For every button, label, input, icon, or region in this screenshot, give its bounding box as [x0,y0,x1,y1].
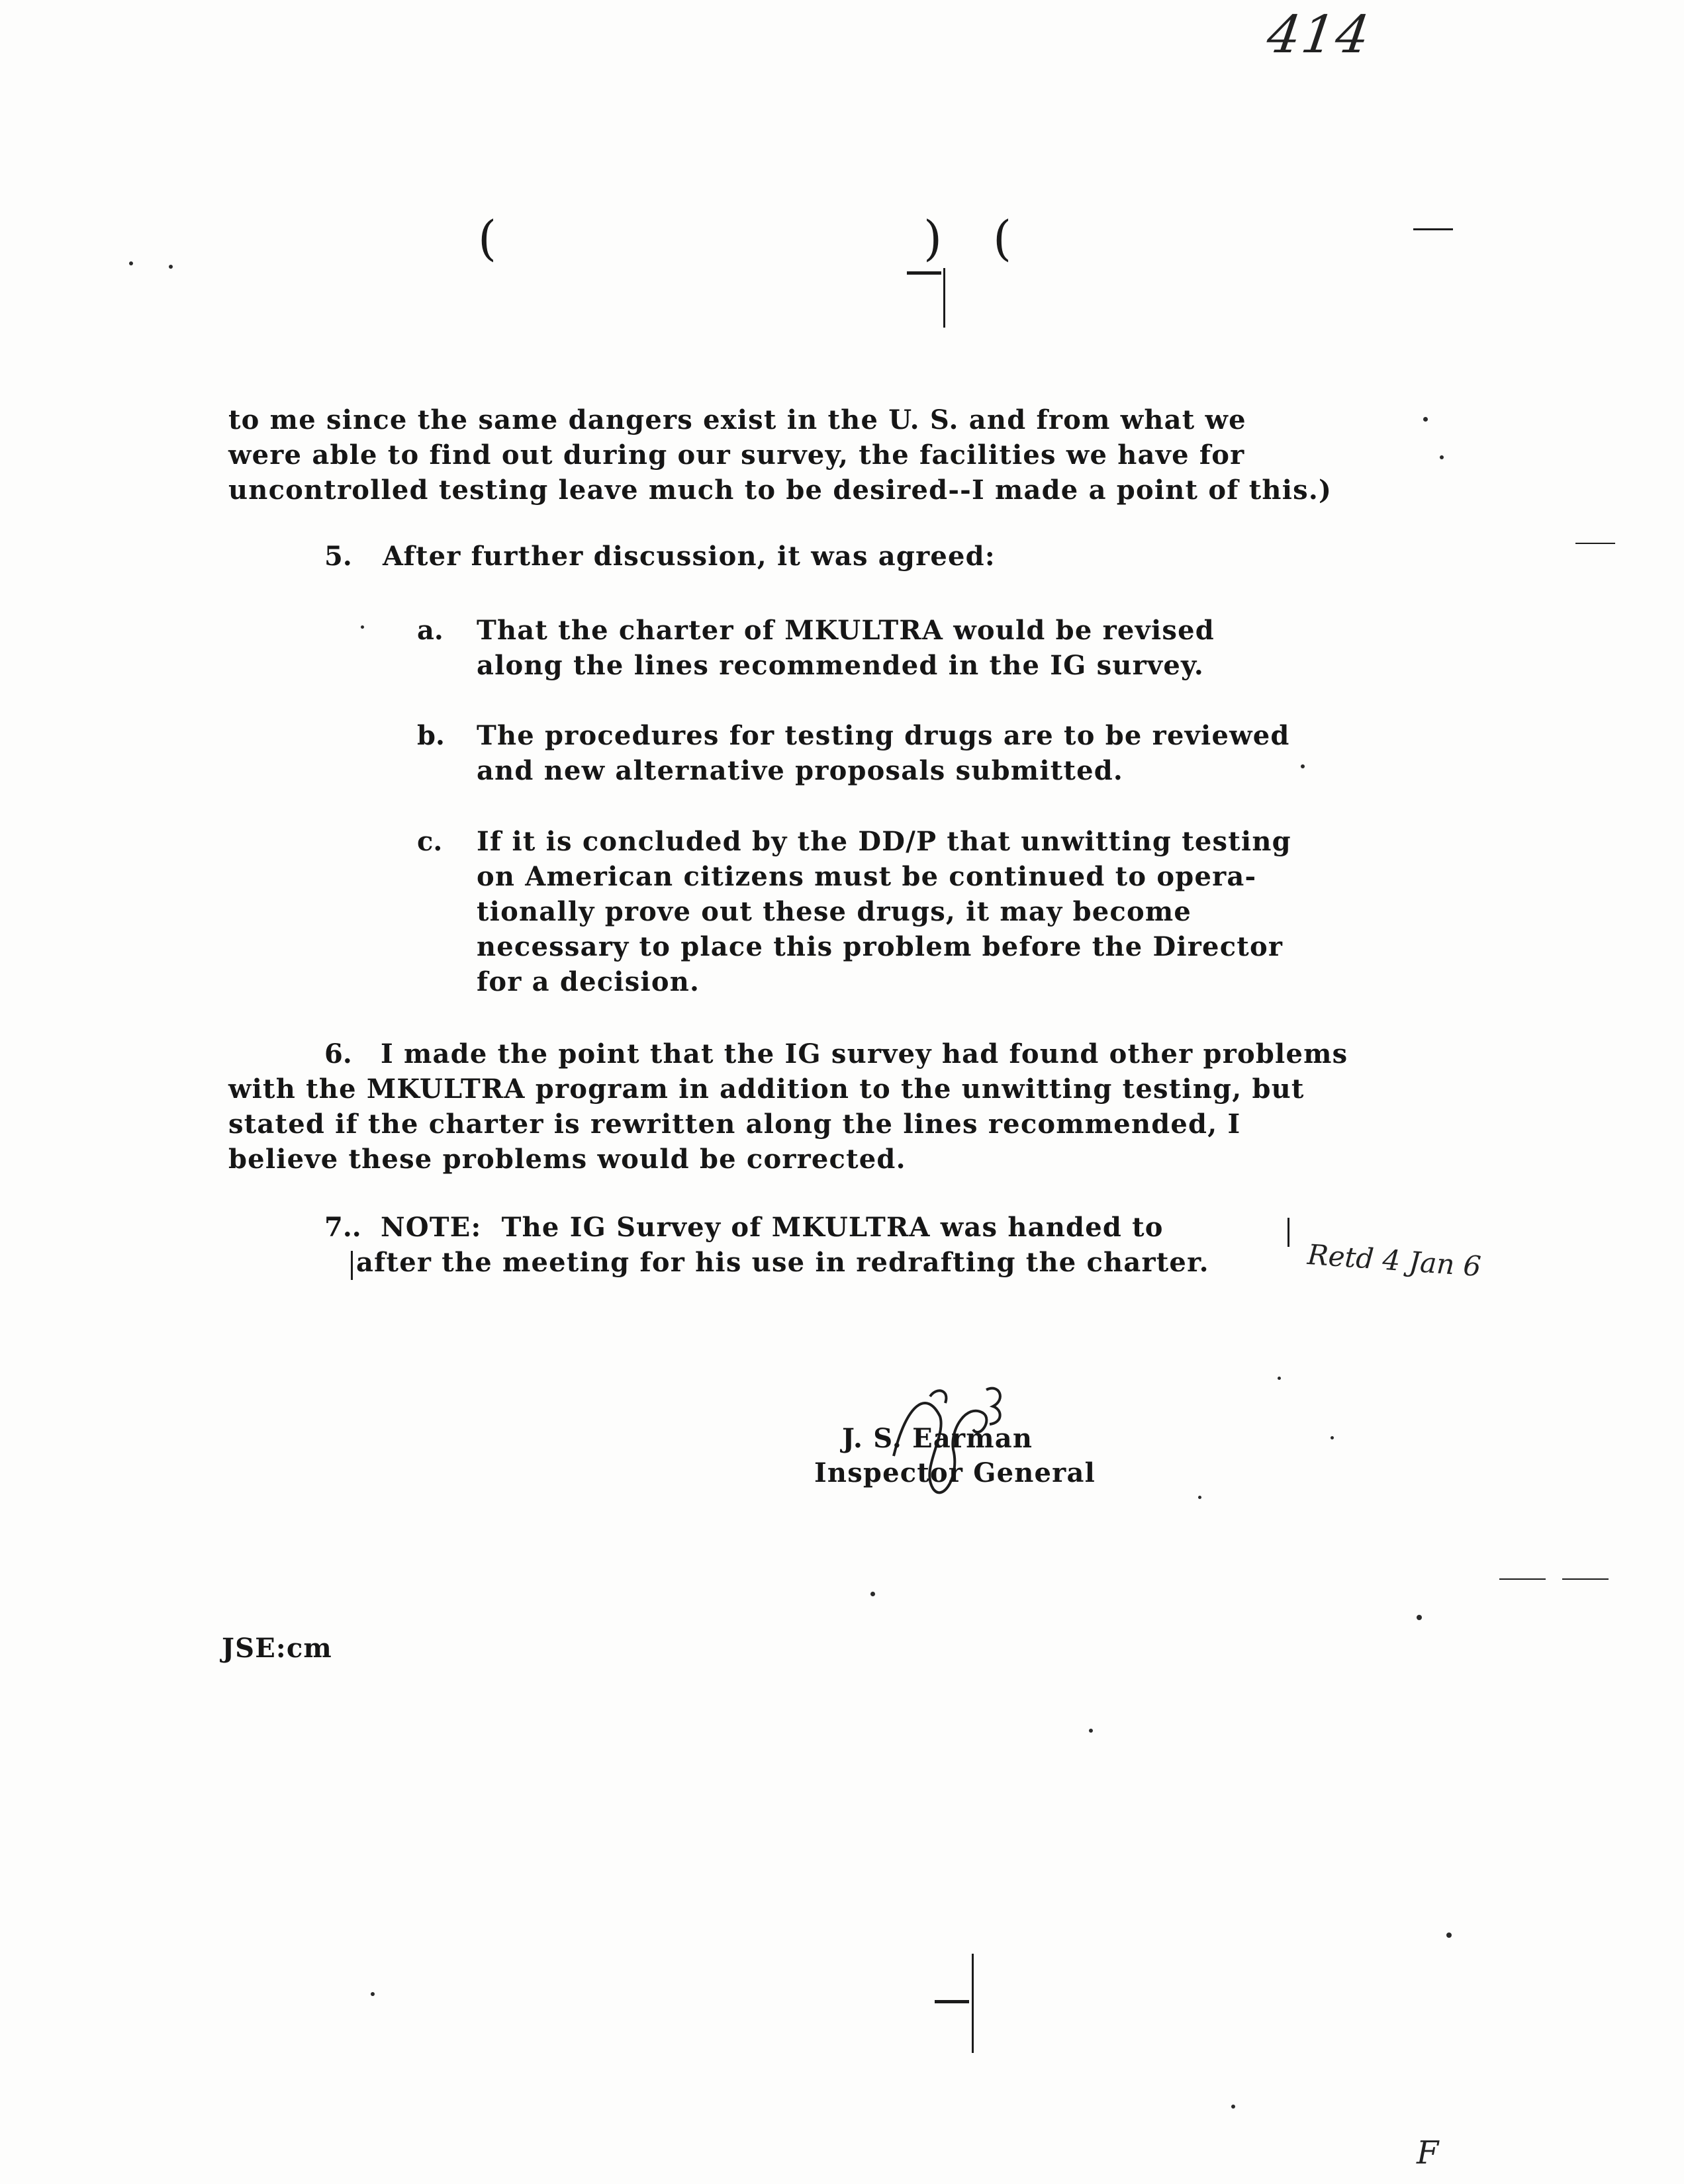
scan-speck [361,625,364,629]
scan-speck [169,265,173,269]
para6-number: 6. [324,1038,352,1069]
handwritten-note: Retd 4 Jan 6 [1306,1238,1483,1283]
right-edge-dash [1499,1578,1546,1580]
scan-speck [1417,1615,1422,1620]
bottom-crop-mark-horizontal [935,2000,969,2003]
scan-speck [1446,1933,1452,1938]
item-c-line-2: on American citizens must be continued to opera- [477,861,1257,892]
scan-speck [1278,1377,1281,1380]
para7-line-2: after the meeting for his use in redrafting the charter. [356,1247,1209,1278]
reference-initials: JSE:cm [222,1633,332,1664]
page-number: 414 [1263,5,1375,65]
item-c-line-3: tionally prove out these drugs, it may become [477,896,1192,927]
bottom-mark: F [1417,2134,1439,2171]
scan-speck [129,261,133,265]
redaction-bar-left [351,1251,353,1280]
scan-speck [870,1592,875,1596]
item-c-marker: c. [417,826,443,857]
para7-number: 7.. [324,1212,361,1243]
crop-mark-horizontal [907,271,941,275]
continuation-line-1: to me since the same dangers exist in the U. S. and from what we [228,404,1246,435]
scan-speck [1089,1729,1093,1733]
signer-title: Inspector General [814,1457,1096,1488]
left-paren-mark: ( [478,210,497,266]
para6-line-4: believe these problems would be corrected. [228,1144,906,1175]
item-a-marker: a. [417,615,444,646]
para5-text: After further discussion, it was agreed: [383,541,996,572]
right-edge-mark [1413,228,1453,230]
item-b-line-1: The procedures for testing drugs are to be reviewed [477,720,1290,751]
scan-speck [371,1992,375,1996]
para6-line-1: I made the point that the IG survey had found other problems [381,1038,1348,1069]
para7-line-1: NOTE: The IG Survey of MKULTRA was handed to [381,1212,1164,1243]
redaction-bar-right [1287,1218,1289,1247]
item-b-line-2: and new alternative proposals submitted. [477,755,1124,786]
item-c-line-5: for a decision. [477,966,700,997]
para6-line-2: with the MKULTRA program in addition to the unwitting testing, but [228,1073,1305,1105]
item-a-line-1: That the charter of MKULTRA would be revised [477,615,1215,646]
scan-speck [1331,1436,1334,1439]
item-a-line-2: along the lines recommended in the IG survey. [477,650,1204,681]
item-c-line-1: If it is concluded by the DD/P that unwitting testing [477,826,1291,857]
scan-speck [1198,1496,1201,1499]
bottom-crop-mark-vertical [972,1954,974,2053]
continuation-line-3: uncontrolled testing leave much to be desired--I made a point of this.) [228,475,1333,506]
scan-speck [1301,764,1305,768]
para5-number: 5. [324,541,352,572]
crop-mark-vertical [943,268,945,328]
scan-speck [1423,417,1428,422]
right-edge-dash [1575,543,1615,544]
right-edge-dash [1562,1578,1609,1580]
para6-line-3: stated if the charter is rewritten along the lines recommended, I [228,1109,1241,1140]
continuation-line-2: were able to find out during our survey, the facilities we have for [228,439,1245,471]
item-b-marker: b. [417,720,445,751]
bracket-paren-mark: ) [923,210,943,266]
right-paren-mark: ( [993,210,1012,266]
signer-name: J. S. Earman [842,1423,1033,1454]
item-c-line-4: necessary to place this problem before the Director [477,931,1284,962]
scan-speck [1440,455,1444,459]
scan-speck [1231,2105,1235,2109]
